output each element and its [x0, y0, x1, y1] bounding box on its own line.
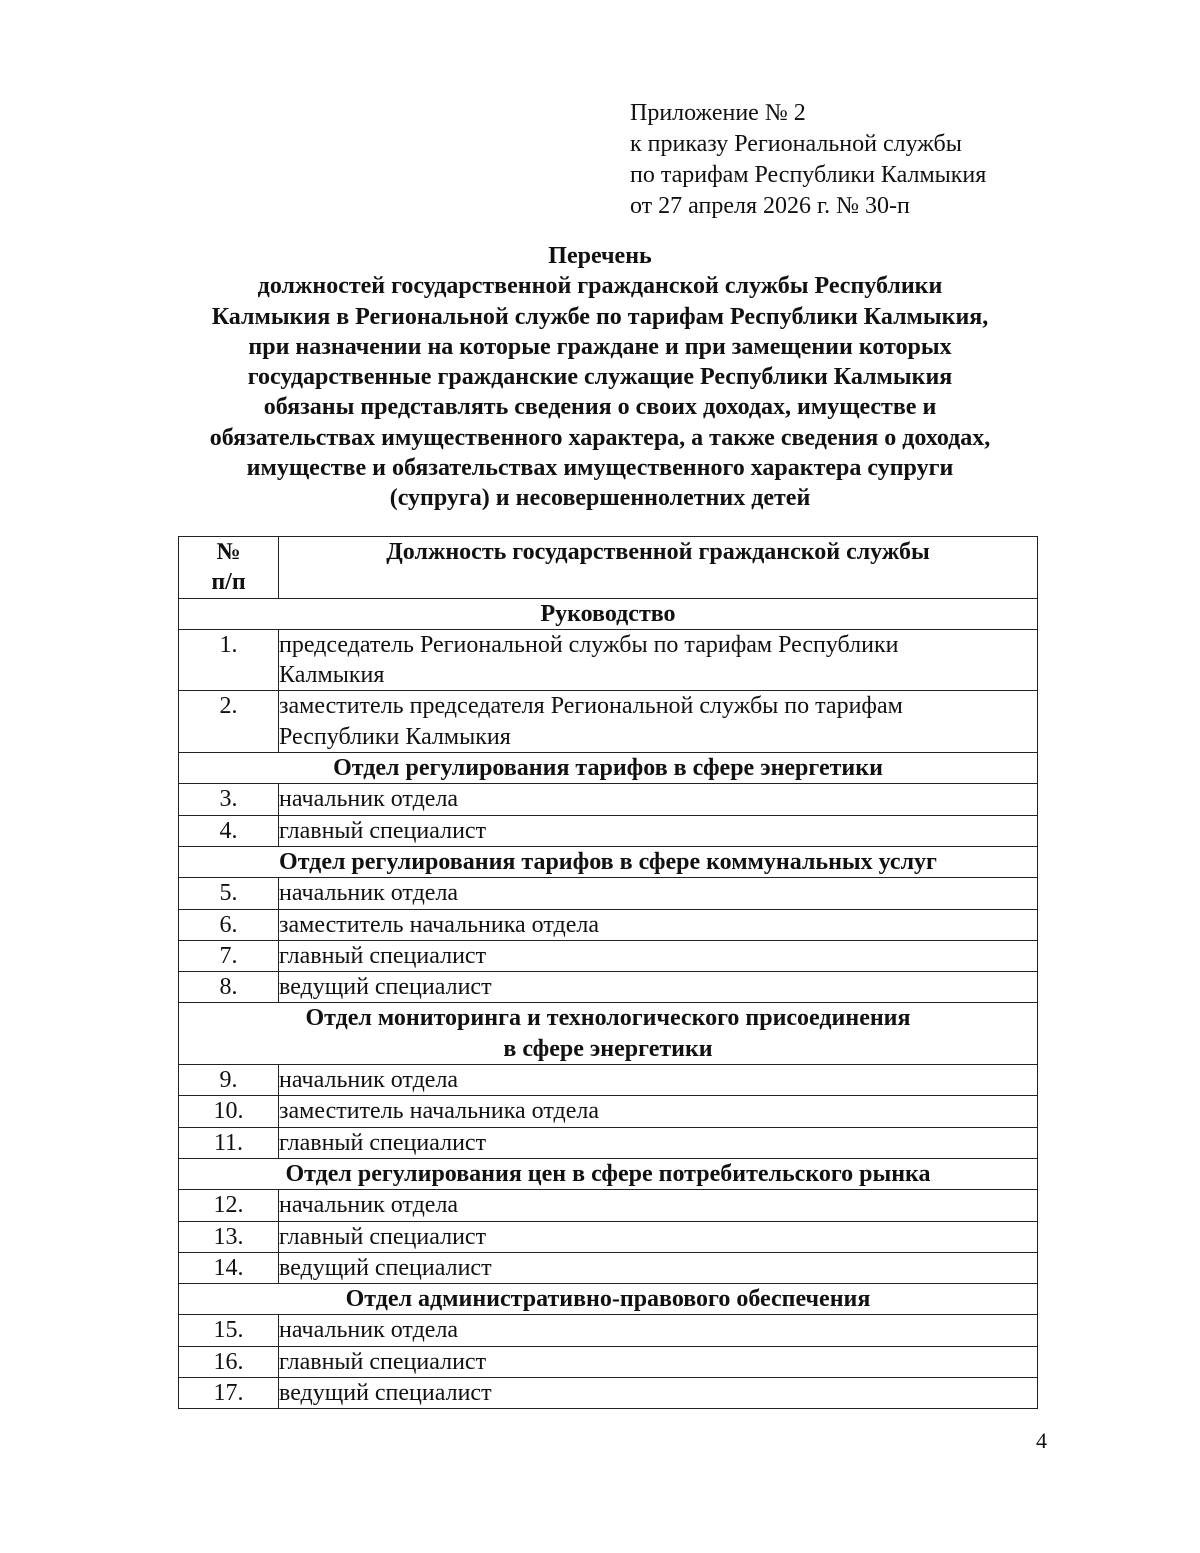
- table-row: [179, 691, 1038, 753]
- position-title: [279, 1252, 1038, 1283]
- table-row: [179, 878, 1038, 909]
- position-title: [279, 815, 1038, 846]
- table-header-row: [179, 537, 1038, 599]
- position-title: [279, 909, 1038, 940]
- table-body: [179, 598, 1038, 1409]
- section-title: [179, 753, 1038, 784]
- table-row: [179, 1378, 1038, 1409]
- title-line: должностей государственной гражданской службы Республики: [257, 273, 943, 300]
- appendix-line: к приказу Региональной службы: [630, 131, 962, 157]
- page-number: 4: [1036, 1428, 1047, 1453]
- row-number: 14.: [179, 1252, 279, 1283]
- header-number-cell: [179, 537, 279, 599]
- table-row: [179, 1190, 1038, 1221]
- position-title-line: председатель Региональной службы по тарифам Республики: [279, 631, 899, 658]
- section-row: [179, 598, 1038, 629]
- row-number: 16.: [179, 1346, 279, 1377]
- position-title: [279, 940, 1038, 971]
- table-row: [179, 1127, 1038, 1158]
- section-title: [179, 846, 1038, 877]
- header-position-cell: Должность государственной гражданской службы: [279, 537, 1038, 599]
- position-title-line: начальник отдела: [279, 786, 459, 813]
- table-row: [179, 1221, 1038, 1252]
- title-line: (супруга) и несовершеннолетних детей: [389, 485, 811, 512]
- position-title-line: главный специалист: [279, 1223, 487, 1250]
- appendix-line: от 27 апреля 2026 г. № 30-п: [630, 193, 910, 219]
- position-title: [279, 972, 1038, 1003]
- position-title-line: главный специалист: [279, 1129, 487, 1156]
- section-title-line: в сфере энергетики: [503, 1035, 713, 1062]
- title-line: государственные гражданские служащие Республики Калмыкия: [247, 364, 953, 391]
- position-title: [279, 1065, 1038, 1096]
- row-number: 12.: [179, 1190, 279, 1221]
- position-title: [279, 1378, 1038, 1409]
- position-title: [279, 784, 1038, 815]
- table-row: [179, 784, 1038, 815]
- section-row: [179, 1284, 1038, 1315]
- row-number: 3.: [179, 784, 279, 815]
- section-title-line: Отдел регулирования тарифов в сфере энергетики: [333, 755, 883, 782]
- position-title-line: ведущий специалист: [279, 1380, 492, 1407]
- row-number: 7.: [179, 940, 279, 971]
- section-title-line: Отдел регулирования цен в сфере потребительского рынка: [285, 1160, 931, 1187]
- row-number: 13.: [179, 1221, 279, 1252]
- position-title: [279, 1221, 1038, 1252]
- position-title-line: ведущий специалист: [279, 974, 492, 1001]
- position-title-line: заместитель начальника отдела: [279, 911, 599, 938]
- position-title-line: Республики Калмыкия: [279, 723, 511, 750]
- position-title: [279, 1190, 1038, 1221]
- position-title-line: главный специалист: [279, 1348, 487, 1375]
- document-title: [140, 241, 1060, 514]
- table-row: [179, 1252, 1038, 1283]
- table-row: [179, 1065, 1038, 1096]
- row-number: 8.: [179, 972, 279, 1003]
- position-title-line: начальник отдела: [279, 1192, 459, 1219]
- table-row: [179, 1346, 1038, 1377]
- row-number: 11.: [179, 1127, 279, 1158]
- position-title: [279, 691, 1038, 753]
- row-number: 17.: [179, 1378, 279, 1409]
- row-number: 9.: [179, 1065, 279, 1096]
- position-title-line: главный специалист: [279, 817, 487, 844]
- section-title-line: Отдел административно-правового обеспечения: [345, 1286, 871, 1313]
- section-title: [179, 1003, 1038, 1065]
- table-row: [179, 940, 1038, 971]
- section-title-line: Руководство: [540, 600, 676, 627]
- row-number: 2.: [179, 691, 279, 753]
- table-row: [179, 1315, 1038, 1346]
- table-row: [179, 815, 1038, 846]
- header-number-abbrev: п/п: [211, 569, 246, 596]
- title-line: Калмыкия в Региональной службе по тарифам Республики Калмыкия,: [211, 303, 989, 330]
- position-title-line: главный специалист: [279, 942, 487, 969]
- position-title-line: Калмыкия: [279, 662, 385, 689]
- positions-table: [178, 536, 1038, 1409]
- section-row: [179, 1003, 1038, 1065]
- title-line: при назначении на которые граждане и при замещении которых: [248, 333, 952, 360]
- section-title: [179, 1158, 1038, 1189]
- row-number: 10.: [179, 1096, 279, 1127]
- position-title: [279, 878, 1038, 909]
- position-title: [279, 1315, 1038, 1346]
- table-row: [179, 972, 1038, 1003]
- position-title-line: начальник отдела: [279, 880, 459, 907]
- position-title-line: начальник отдела: [279, 1067, 459, 1094]
- appendix-line: Приложение № 2: [630, 100, 806, 126]
- appendix-line: по тарифам Республики Калмыкия: [630, 162, 987, 188]
- row-number: 1.: [179, 629, 279, 691]
- table-row: [179, 629, 1038, 691]
- row-number: 4.: [179, 815, 279, 846]
- position-title-line: заместитель начальника отдела: [279, 1098, 599, 1125]
- section-title: [179, 598, 1038, 629]
- position-title-line: ведущий специалист: [279, 1254, 492, 1281]
- title-line: обязаны представлять сведения о своих доходах, имуществе и: [263, 394, 937, 421]
- title-heading: Перечень: [548, 243, 652, 269]
- section-title-line: Отдел регулирования тарифов в сфере коммунальных услуг: [279, 848, 937, 875]
- position-title-line: заместитель председателя Региональной службы по тарифам: [279, 693, 903, 720]
- position-title: [279, 629, 1038, 691]
- appendix-reference: [630, 98, 986, 222]
- header-number-symbol: №: [216, 539, 241, 565]
- section-title-line: Отдел мониторинга и технологического присоединения: [305, 1005, 911, 1032]
- section-title: [179, 1284, 1038, 1315]
- section-row: [179, 1158, 1038, 1189]
- table-row: [179, 1096, 1038, 1127]
- title-line: обязательствах имущественного характера, а также сведения о доходах,: [209, 424, 991, 451]
- position-title-line: начальник отдела: [279, 1317, 459, 1344]
- position-title: [279, 1346, 1038, 1377]
- table-row: [179, 909, 1038, 940]
- title-line: имуществе и обязательствах имущественного характера супруги: [246, 455, 954, 482]
- position-title: [279, 1127, 1038, 1158]
- section-row: [179, 753, 1038, 784]
- row-number: 5.: [179, 878, 279, 909]
- row-number: 6.: [179, 909, 279, 940]
- position-title: [279, 1096, 1038, 1127]
- section-row: [179, 846, 1038, 877]
- row-number: 15.: [179, 1315, 279, 1346]
